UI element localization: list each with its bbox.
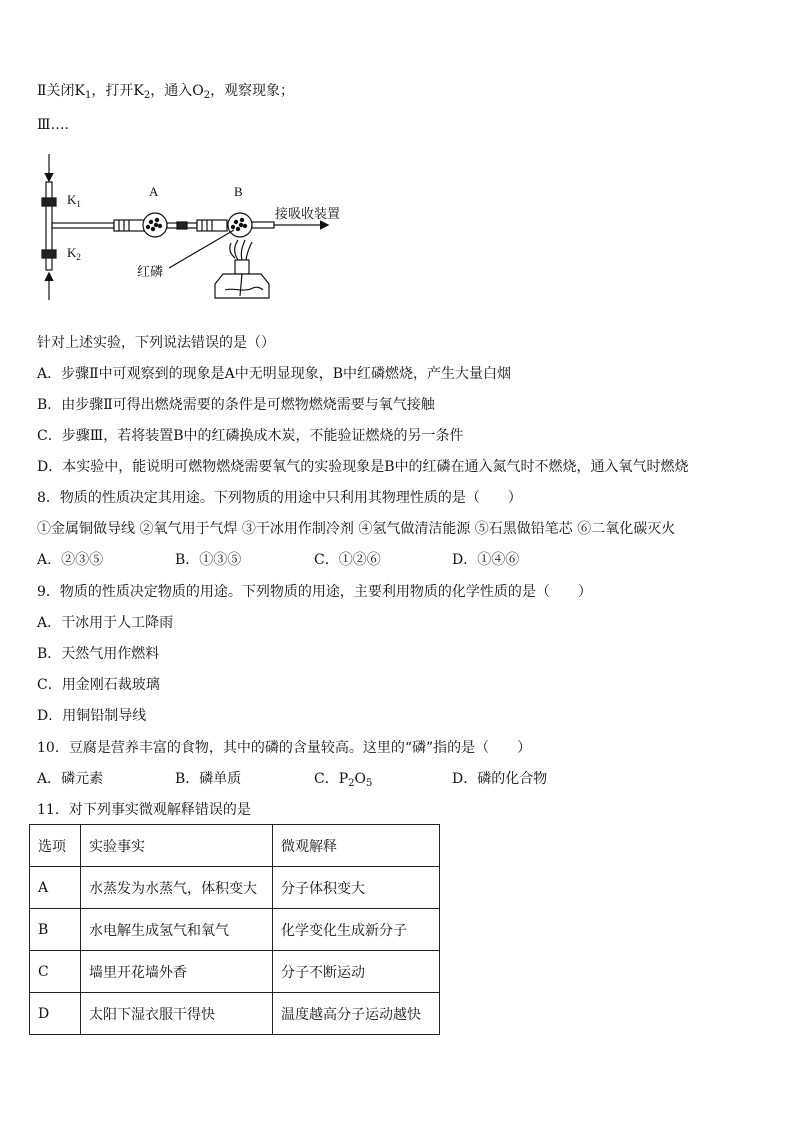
table-row	[30, 867, 440, 909]
q8-option-d: D．①④⑥	[452, 552, 520, 568]
q10-option-a: A．磷元素	[37, 771, 104, 787]
q8-items: ①金属铜做导线 ②氧气用于气焊 ③干冰用作制冷剂 ④氢气做清洁能源 ⑤石黑做铅笔芯 ⑥二氧化碳灭火	[37, 521, 676, 537]
experiment-apparatus-figure	[37, 150, 367, 310]
table-cell: B	[30, 909, 81, 951]
q9-option-a: A．干冰用于人工降雨	[37, 615, 174, 631]
flame	[230, 240, 252, 260]
label-b: B	[234, 184, 243, 199]
table-cell: 温度越高分子运动越快	[273, 993, 440, 1035]
q10-option-b: B．磷单质	[175, 771, 242, 787]
label-k1: $K_1$	[67, 192, 81, 209]
table-header-cell: 微观解释	[273, 825, 440, 867]
table-cell: 化学变化生成新分子	[273, 909, 440, 951]
step3-text: Ⅲ….	[37, 117, 69, 133]
table-row	[30, 951, 440, 993]
table-cell: 分子体积变大	[273, 867, 440, 909]
table-cell: 墙里开花墙外香	[81, 951, 273, 993]
valve-k1	[42, 198, 56, 206]
q7-option-a: A．步骤Ⅱ中可观察到的现象是A中无明显现象，B中红磷燃烧，产生大量白烟	[37, 366, 512, 382]
table-header-row	[30, 825, 440, 867]
q7-option-b: B．由步骤Ⅱ可得出燃烧需要的条件是可燃物燃烧需要与氧气接触	[37, 397, 435, 413]
table-cell: 分子不断运动	[273, 951, 440, 993]
q8-option-c: C．①②⑥	[314, 552, 381, 568]
label-absorb: 接吸收装置	[275, 207, 341, 222]
table-cell: 水电解生成氢气和氧气	[81, 909, 273, 951]
table-header-cell: 选项	[30, 825, 81, 867]
table-row	[30, 993, 440, 1035]
q11-table	[29, 824, 440, 1035]
q7-option-d: D．本实验中，能说明可燃物燃烧需要氧气的实验现象是B中的红磷在通入氮气时不燃烧，通入氧气时燃烧	[37, 459, 689, 475]
q9-option-c: C．用金刚石裁玻璃	[37, 677, 160, 693]
q8-option-b: B．①③⑤	[175, 552, 242, 568]
q9-stem: 9．物质的性质决定物质的用途。下列物质的用途，主要利用物质的化学性质的是（ ）	[37, 584, 592, 600]
valve-k2	[42, 250, 56, 258]
q8-stem: 8．物质的性质决定其用途。下列物质的用途中只利用其物理性质的是（ ）	[37, 490, 522, 506]
step2-text: Ⅱ关闭$K_1$，打开$K_2$，通入$O_2$，观察现象；	[37, 83, 295, 101]
connector-tube	[52, 223, 114, 228]
table-cell: A	[30, 867, 81, 909]
q10-option-d: D．磷的化合物	[452, 771, 548, 787]
table-cell: 太阳下湿衣服干得快	[81, 993, 273, 1035]
table-cell: D	[30, 993, 81, 1035]
q11-stem: 11．对下列事实微观解释错误的是	[37, 802, 251, 818]
label-red-phosphorus: 红磷	[137, 265, 164, 280]
table-row	[30, 909, 440, 951]
q10-stem: 10．豆腐是营养丰富的食物，其中的磷的含量较高。这里的“磷”指的是（ ）	[37, 740, 532, 756]
table-cell: 水蒸发为水蒸气，体积变大	[81, 867, 273, 909]
q8-option-a: A．②③⑤	[37, 552, 104, 568]
q9-option-b: B．天然气用作燃料	[37, 646, 160, 662]
q10-option-c: C．$P_2O_5$	[314, 771, 373, 789]
table-cell: C	[30, 951, 81, 993]
q9-option-d: D．用铜铅制导线	[37, 708, 147, 724]
table-header-cell: 实验事实	[81, 825, 273, 867]
q7-stem: 针对上述实验，下列说法错误的是（）	[37, 335, 275, 351]
label-k2: $K_2$	[67, 245, 81, 262]
q7-option-c: C．步骤Ⅲ，若将装置B中的红磷换成木炭，不能验证燃烧的另一条件	[37, 428, 464, 444]
label-a: A	[149, 184, 159, 199]
